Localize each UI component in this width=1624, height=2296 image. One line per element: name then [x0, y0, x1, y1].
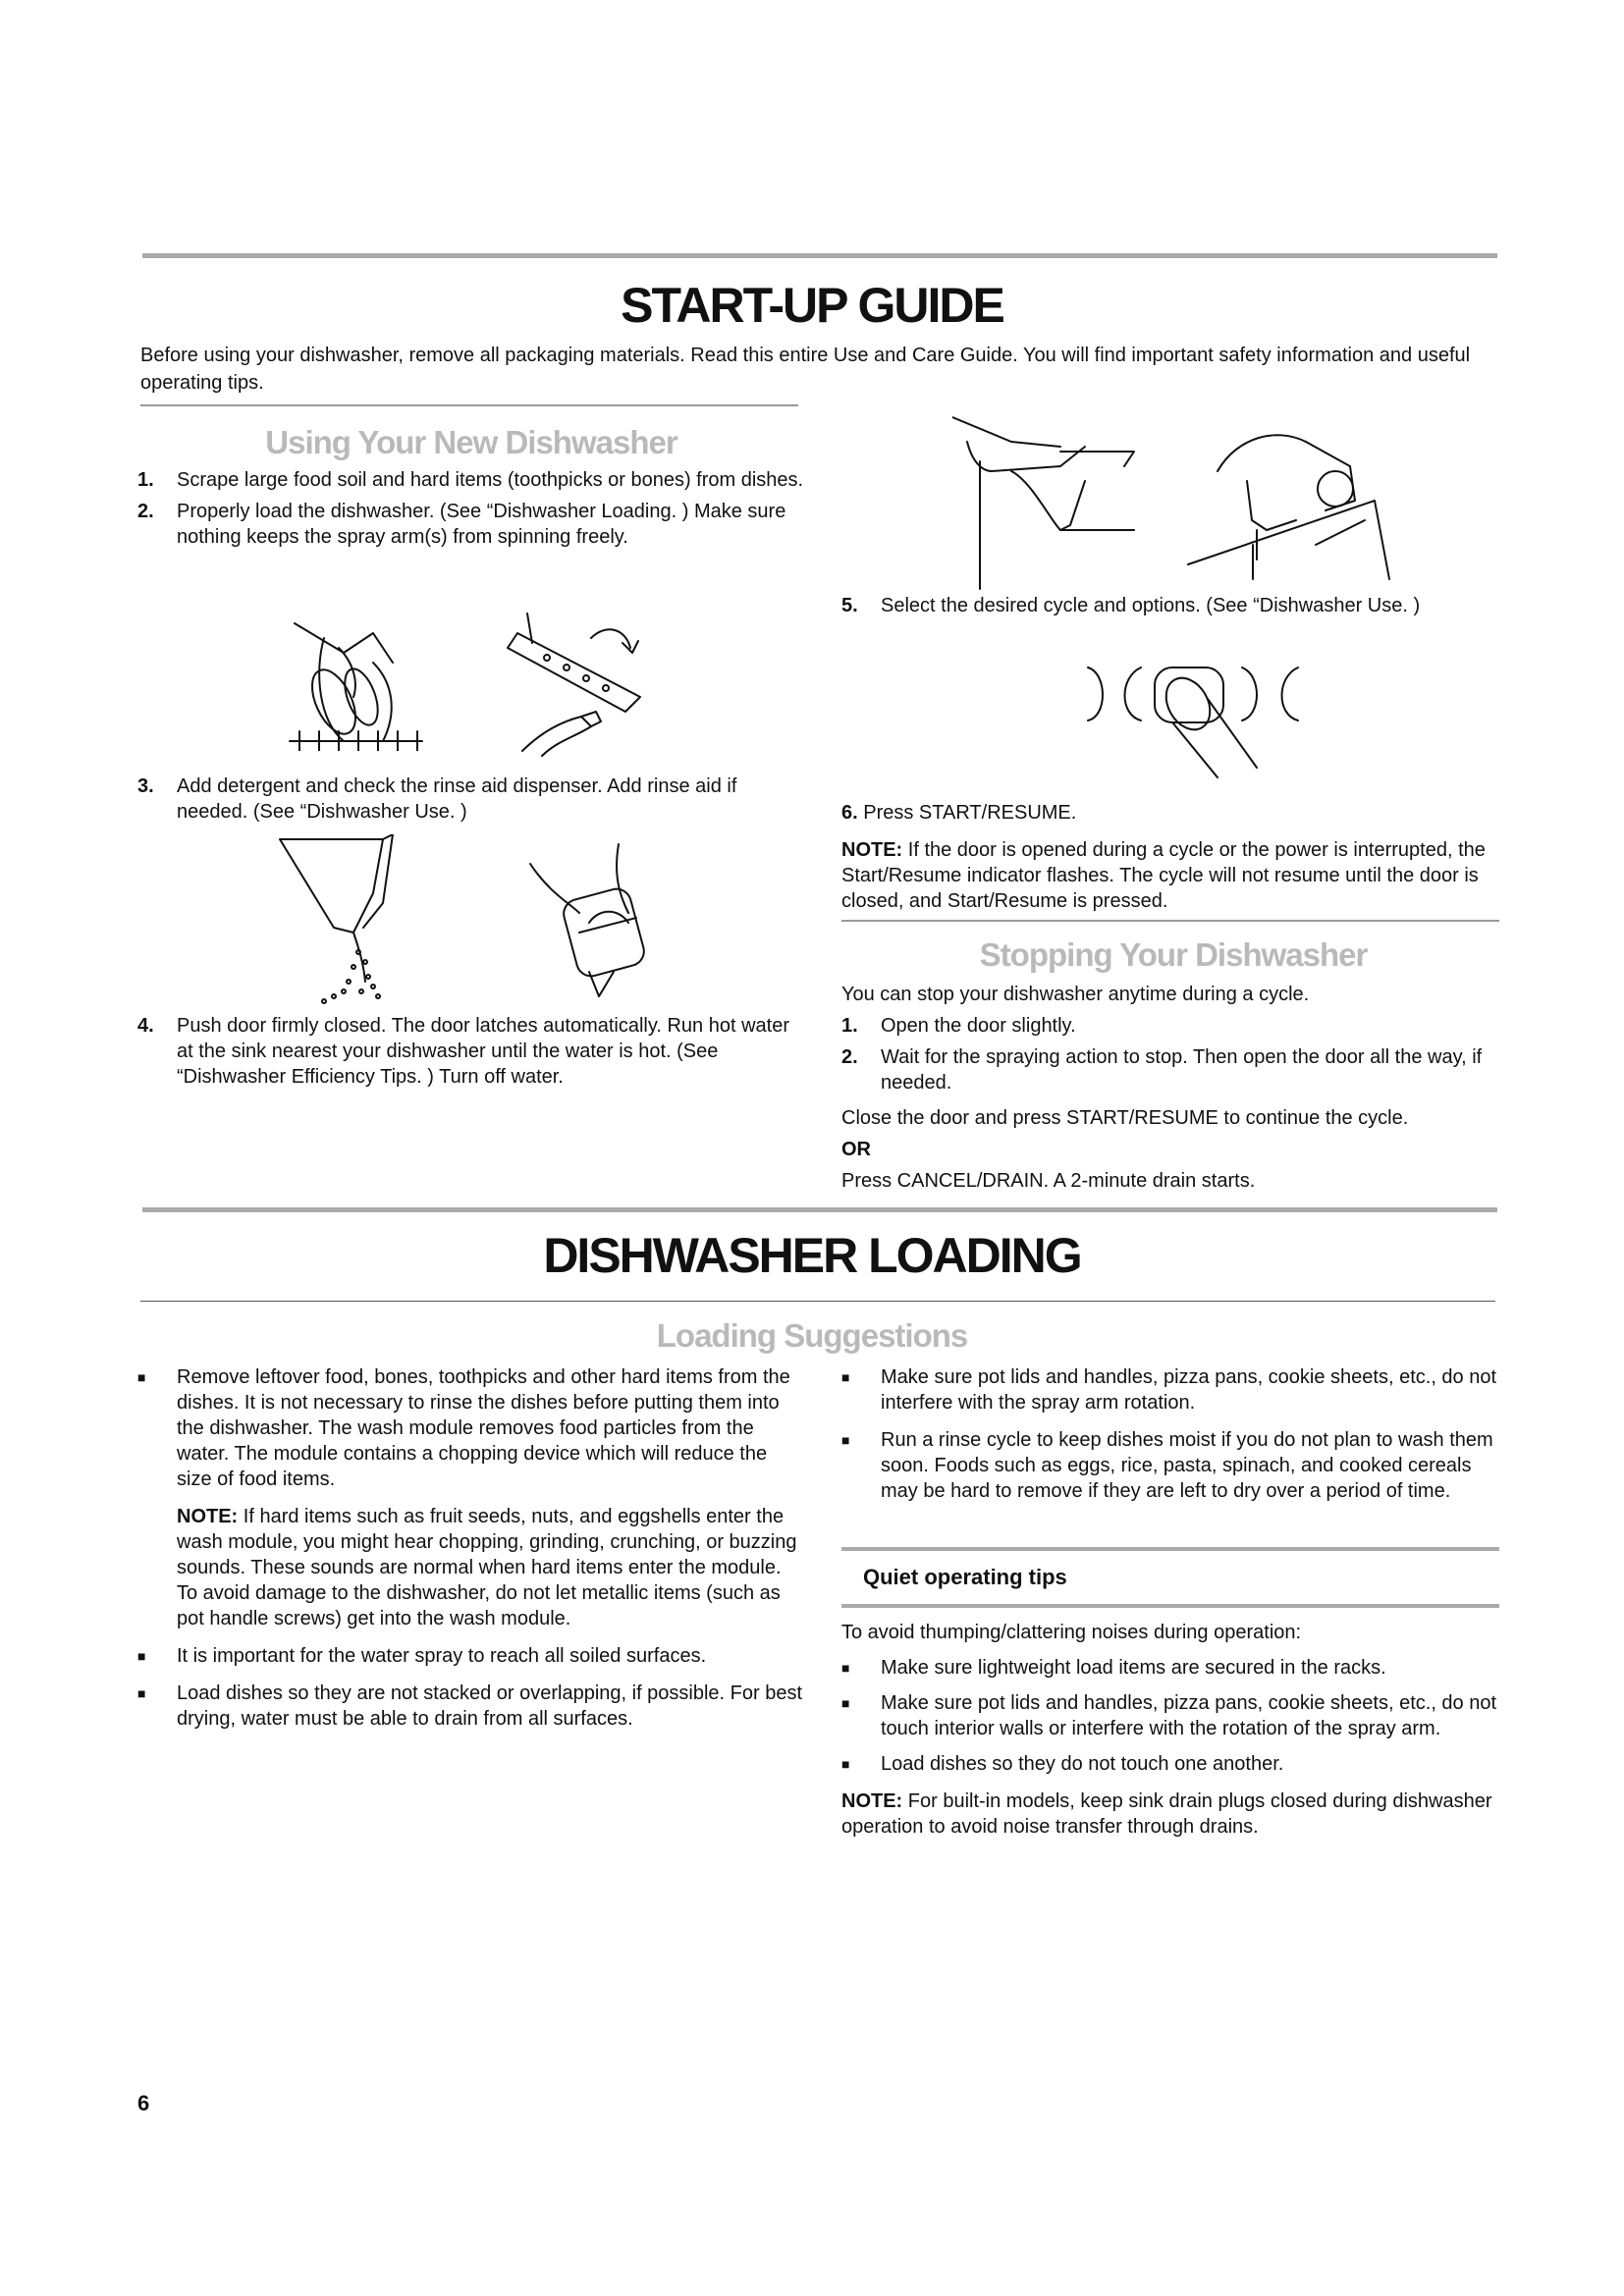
loading-note: NOTE: If hard items such as fruit seeds, nuts, and eggshells enter the wash module, you might hear chopping, grinding, crunching, or buzzing sounds. These sounds are normal when hard items enter the module. To avoid damage to the dishwasher, do not let metallic items (such as pot handle screws) get into the wash module. — [177, 1506, 797, 1629]
left-divider — [140, 404, 798, 406]
stopping-cancel: Press CANCEL/DRAIN. A 2-minute drain starts. — [841, 1170, 1256, 1192]
step-5: 5. Select the desired cycle and options. (See “Dishwasher Use. ) — [841, 595, 1421, 616]
stopping-step-1: 1. Open the door slightly. — [841, 1015, 1076, 1037]
right-divider — [841, 920, 1499, 922]
step-6: 6. Press START/RESUME. — [841, 802, 1077, 824]
loading-divider — [140, 1301, 1495, 1302]
step-4-block — [137, 1013, 805, 1090]
step-5-block — [841, 593, 1505, 618]
door-and-faucet-illustration — [952, 412, 1394, 594]
step-3: 3. Add detergent and check the rinse aid dispenser. Add rinse aid if needed. (See “Dishwasher Use. ) — [137, 775, 737, 823]
loading-item: ■ Run a rinse cycle to keep dishes moist if you do not plan to wash them soon. Foods such as eggs, rice, pasta, spinach, and cooked cereals may be hard to remove if they are left to dry over a period of time. — [841, 1429, 1493, 1502]
quiet-body — [841, 1620, 1505, 1840]
loading-heading: Loading Suggestions — [656, 1317, 968, 1354]
stopping-or: OR — [841, 1139, 871, 1160]
stopping-step-2: 2. Wait for the spraying action to stop. Then open the door all the way, if needed. — [841, 1046, 1483, 1094]
loading-item: ■ Load dishes so they are not stacked or overlapping, if possible. For best drying, water must be able to drain from all surfaces. — [137, 1682, 803, 1730]
quiet-lead: To avoid thumping/clattering noises during operation: — [841, 1622, 1302, 1643]
loading-item: ■ Remove leftover food, bones, toothpicks and other hard items from the dishes. It is not necessary to rinse the dishes before putting them into the dishwasher. The wash module removes food particles from the water. The module contains a chopping device which will reduce the size of food items. — [137, 1366, 790, 1490]
quiet-item: ■ Make sure lightweight load items are secured in the racks. — [841, 1657, 1386, 1679]
loading-top-rule — [142, 1207, 1497, 1212]
hand-loading-dishes-illustration — [285, 604, 432, 751]
stopping-heading: Stopping Your Dishwasher — [979, 936, 1368, 973]
step-6-note: NOTE: If the door is opened during a cycle or the power is interrupted, the Start/Resume indicator flashes. The cycle will not resume until the door is closed, and Start/Resume is pressed. — [841, 839, 1486, 912]
step-1: 1. Scrape large food soil and hard items (toothpicks or bones) from dishes. — [137, 469, 804, 491]
quiet-item: ■ Load dishes so they do not touch one another. — [841, 1753, 1284, 1775]
using-heading: Using Your New Dishwasher — [265, 424, 677, 460]
step-6-block — [841, 800, 1505, 914]
loading-title: DISHWASHER LOADING — [543, 1228, 1081, 1283]
loading-item: ■ It is important for the water spray to reach all soiled surfaces. — [137, 1645, 707, 1667]
spray-arm-illustration — [503, 604, 650, 761]
quiet-note: NOTE: For built-in models, keep sink drain plugs closed during dishwasher operation to avoid noise transfer through drains. — [841, 1790, 1492, 1838]
step-3-block — [137, 774, 805, 825]
top-rule — [142, 253, 1497, 258]
page-number: 6 — [137, 2091, 150, 2115]
step-4: 4. Push door firmly closed. The door latches automatically. Run hot water at the sink nearest your dishwasher until the water is hot. (See “Dishwasher Efficiency Tips. ) Turn off water. — [137, 1015, 790, 1088]
startup-title: START-UP GUIDE — [621, 278, 1003, 333]
using-steps-1-2 — [137, 467, 805, 550]
loading-item: ■ Make sure pot lids and handles, pizza pans, cookie sheets, etc., do not interfere with the spray arm rotation. — [841, 1366, 1497, 1414]
loading-left-list — [137, 1364, 805, 1732]
quiet-item: ■ Make sure pot lids and handles, pizza pans, cookie sheets, etc., do not touch interior walls or interfere with the rotation of the spray arm. — [841, 1692, 1497, 1739]
button-press-illustration — [1080, 660, 1306, 797]
loading-right-list — [841, 1364, 1505, 1504]
detergent-pour-illustration — [275, 834, 442, 1006]
rinse-aid-bottle-illustration — [520, 834, 658, 1006]
stopping-close: Close the door and press START/RESUME to continue the cycle. — [841, 1107, 1409, 1129]
quiet-heading: Quiet operating tips — [841, 1547, 1499, 1608]
stopping-lead: You can stop your dishwasher anytime during a cycle. — [841, 984, 1310, 1005]
stopping-body — [841, 982, 1505, 1194]
startup-intro: Before using your dishwasher, remove all packaging materials. Read this entire Use and Care Guide. You will find important safety information and useful operating tips. — [140, 345, 1471, 394]
step-2: 2. Properly load the dishwasher. (See “Dishwasher Loading. ) Make sure nothing keeps the spray arm(s) from spinning freely. — [137, 501, 786, 548]
